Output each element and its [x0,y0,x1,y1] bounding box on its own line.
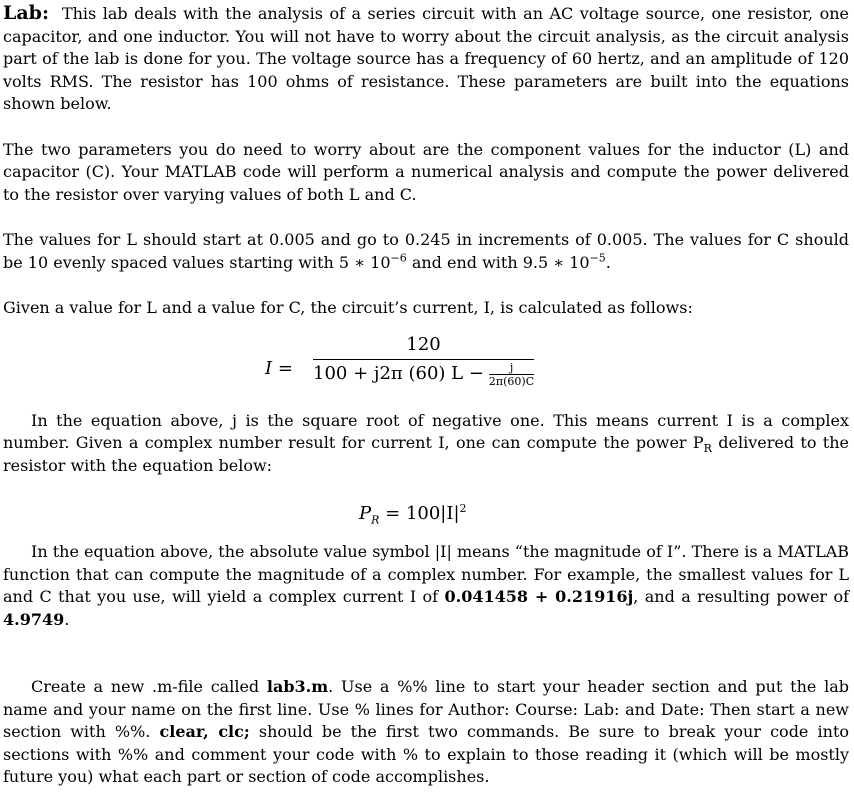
capacitive-term: j 2π(60)C [488,360,535,388]
first-commands: clear, clc; [159,722,250,741]
current-intro-paragraph: Given a value for L and a value for C, the circuit’s current, I, is calculated as follows: [3,298,693,317]
lab-document [3,0,849,789]
current-equation-fraction [313,334,534,387]
example-power: 4.9749 [3,609,65,629]
file-name: lab3.m [266,677,329,696]
intro-text: This lab deals with the analysis of a series circuit with an AC voltage source, one resistor, one capacitor, and one inductor. You will not have to worry about the circuit analysis, as the circuit analysis part of the lab is done for you. The voltage source has a frequency of 60 hertz, and an amplitude of 120 volts RMS. The resistor has 100 ohms of resistance. These parameters are built into the equations shown below. [3,4,849,113]
power-equation-rhs: = 100|I| [379,503,460,524]
current-equation-denominator: 100 + j2π (60) L − [313,363,484,384]
current-equation-numerator: 120 [406,333,441,355]
power-equation: $P_R = 100|I|^2$ [359,502,467,527]
lab-heading: Lab: [3,2,49,24]
current-equation [3,332,849,412]
complex-paragraph: In the equation above, j is the square root of negative one. This means current I is a complex number. Given a complex number result for current I, one can compute the power $P_R$ delivered to the resistor with the equation below: [3,410,850,475]
magnitude-paragraph: In the equation above, the absolute value symbol |I| means “the magnitude of I”. There is a MATLAB function that can compute the magnitude of a complex number. For example, the smallest values for L and C that you use, will yield a complex current I of 0.041458 + 0.21916j, and a resulting power of 4.9749. [3,542,850,629]
intro-paragraph [3,2,849,116]
example-current: 0.041458 + 0.21916j [444,587,634,606]
instructions-paragraph: Create a new .m-file called lab3.m. Use a %% line to start your header section and put the lab name and your name on the first line. Use % lines for Author: Course: Lab: and Date: Then start a new section with %%. clear, clc; should be the first two commands. Be sure to break your code into sections with %% and comment your code with % to explain to those reading it (which will be mostly future you) what each part or section of code accomplishes. [3,677,850,786]
current-equation-lhs: I = [265,357,293,379]
power-symbol: P [359,503,372,524]
values-paragraph: The values for L should start at 0.005 and go to 0.245 in increments of 0.005. The values for C should be 10 evenly spaced values starting with 5 ∗ $10^{-6}$ and end with 9.5 ∗ $10^{-5}$. [3,230,849,272]
parameters-paragraph: The two parameters you do need to worry about are the component values for the inductor (L) and capacitor (C). Your MATLAB code will perform a numerical analysis and compute the power delivered to the resistor over varying values of both L and C. [3,139,849,204]
